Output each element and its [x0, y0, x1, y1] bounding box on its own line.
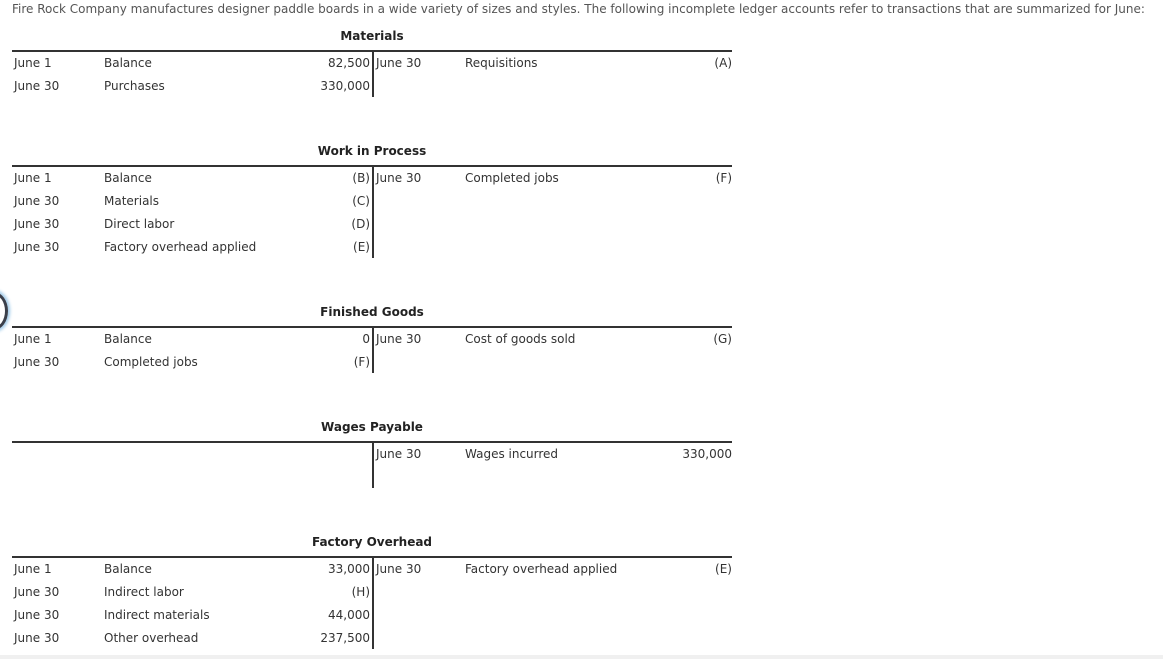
credit-date: June 30	[376, 332, 422, 346]
credit-date: June 30	[376, 562, 422, 576]
credit-description: Wages incurred	[465, 447, 559, 461]
debit-amount: 44,000	[328, 608, 370, 622]
debit-description: Balance	[104, 332, 152, 346]
problem-intro: Fire Rock Company manufactures designer paddle boards in a wide variety of sizes and styles. The following incomplete ledger accounts refer to transactions that are summarized for June:	[12, 2, 1145, 16]
ledger-row	[12, 75, 732, 98]
debit-description: Balance	[104, 56, 152, 70]
credit-description: Requisitions	[465, 56, 538, 70]
debit-date: June 30	[14, 194, 60, 208]
ledger-row	[12, 167, 732, 190]
credit-amount: (F)	[715, 171, 732, 185]
debit-amount: 82,500	[328, 56, 370, 70]
debit-amount: (D)	[351, 217, 370, 231]
debit-description: Factory overhead applied	[104, 240, 257, 254]
debit-description: Balance	[104, 562, 152, 576]
debit-description: Direct labor	[104, 217, 175, 231]
credit-date: June 30	[376, 447, 422, 461]
debit-amount: (H)	[351, 585, 370, 599]
debit-description: Other overhead	[104, 631, 199, 645]
ledger-row	[12, 558, 732, 581]
ledger-title: Factory Overhead	[311, 535, 433, 549]
debit-description: Completed jobs	[104, 355, 198, 369]
ledger-title: Materials	[340, 29, 404, 43]
ledger-row	[12, 627, 732, 650]
debit-amount: (E)	[353, 240, 370, 254]
ledger-row	[12, 52, 732, 75]
ledger-title: Wages Payable	[321, 420, 423, 434]
credit-description: Factory overhead applied	[465, 562, 618, 576]
ledger-title: Finished Goods	[320, 305, 424, 319]
debit-date: June 30	[14, 217, 60, 231]
credit-date: June 30	[376, 56, 422, 70]
debit-amount: (F)	[353, 355, 370, 369]
debit-description: Indirect materials	[104, 608, 210, 622]
debit-date: June 30	[14, 608, 60, 622]
debit-description: Balance	[104, 171, 152, 185]
ledger-row	[12, 213, 732, 236]
debit-date: June 30	[14, 585, 60, 599]
ledger-title: Work in Process	[317, 144, 427, 158]
debit-date: June 30	[14, 240, 60, 254]
credit-amount: (G)	[713, 332, 732, 346]
credit-description: Cost of goods sold	[465, 332, 576, 346]
debit-description: Purchases	[104, 79, 165, 93]
debit-date: June 1	[14, 562, 52, 576]
debit-amount: 33,000	[328, 562, 370, 576]
credit-date: June 30	[376, 171, 422, 185]
debit-date: June 1	[14, 332, 52, 346]
debit-description: Indirect labor	[104, 585, 184, 599]
ledger-row	[12, 604, 732, 627]
debit-amount: 0	[362, 332, 370, 346]
debit-date: June 1	[14, 171, 52, 185]
debit-description: Materials	[104, 194, 160, 208]
debit-date: June 30	[14, 631, 60, 645]
debit-date: June 30	[14, 355, 60, 369]
debit-amount: (C)	[352, 194, 370, 208]
ledger-row	[12, 328, 732, 351]
ledger-row	[12, 581, 732, 604]
ledger-row	[12, 351, 732, 374]
credit-amount: (E)	[715, 562, 732, 576]
ledger-row	[12, 443, 732, 466]
credit-amount: (A)	[714, 56, 732, 70]
credit-amount: 330,000	[682, 447, 732, 461]
side-ring-icon	[0, 292, 8, 330]
debit-amount: 237,500	[320, 631, 370, 645]
bottom-edge	[0, 655, 1163, 659]
debit-amount: 330,000	[320, 79, 370, 93]
debit-date: June 30	[14, 79, 60, 93]
credit-description: Completed jobs	[465, 171, 559, 185]
ledger-row	[12, 190, 732, 213]
debit-date: June 1	[14, 56, 52, 70]
debit-amount: (B)	[352, 171, 370, 185]
ledger-row	[12, 236, 732, 259]
